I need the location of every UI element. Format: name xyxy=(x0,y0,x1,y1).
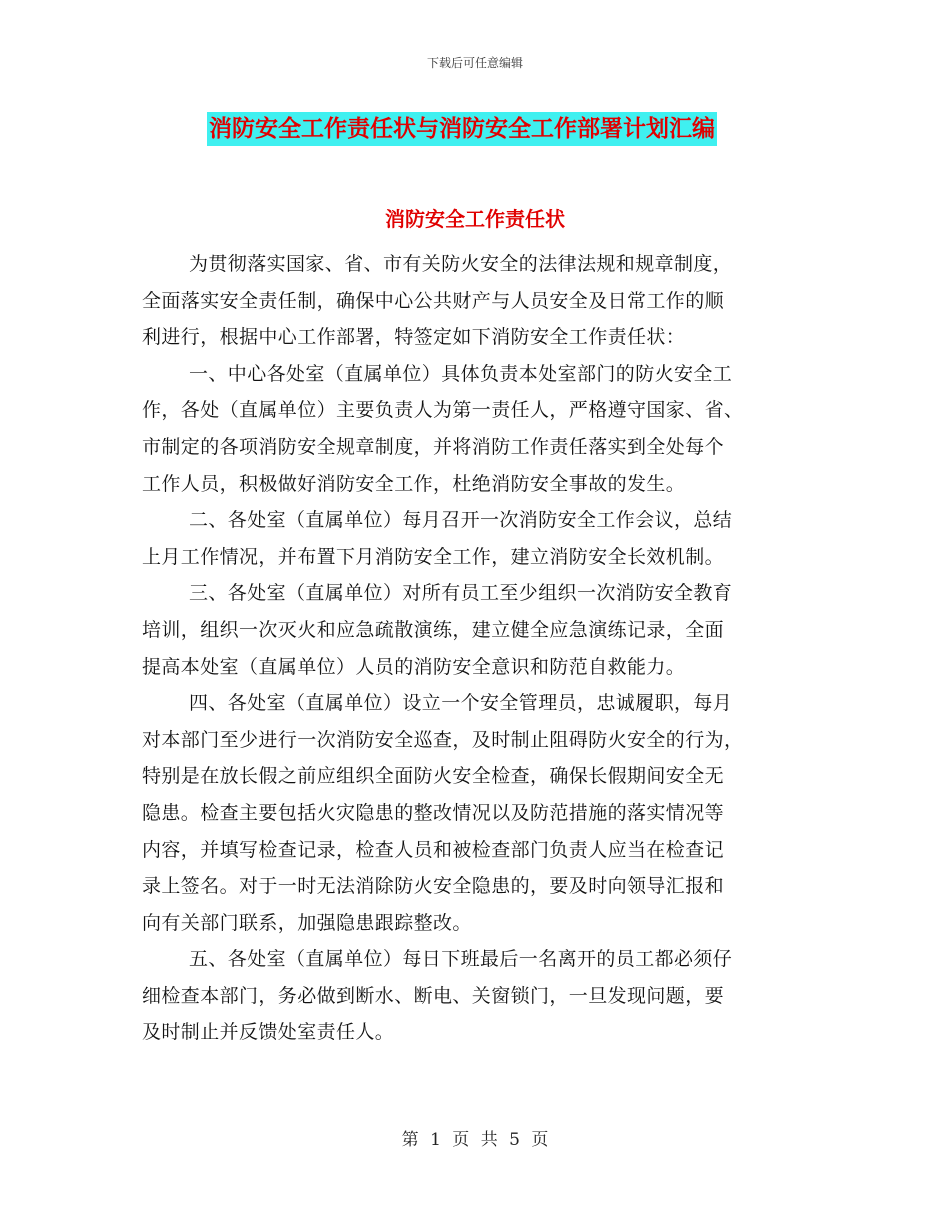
paragraph-item-1 xyxy=(142,356,807,502)
page-header-note: 下载后可任意编辑 xyxy=(426,56,523,70)
text-line: 五、各处室（直属单位）每日下班最后一名离开的员工都必须仔 xyxy=(189,948,733,971)
paragraph-item-5 xyxy=(142,941,807,1051)
paragraph-item-2 xyxy=(142,502,807,575)
document-main-title: 消防安全工作责任状与消防安全工作部署计划汇编 xyxy=(207,112,717,146)
page-number-footer: 第 1 页 共 5 页 xyxy=(401,1130,549,1150)
text-line: 提高本处室（直属单位）人员的消防安全意识和防范自救能力。 xyxy=(142,655,686,678)
text-line: 内容，并填写检查记录，检查人员和被检查部门负责人应当在检查记 xyxy=(142,838,725,861)
text-line: 培训，组织一次灭火和应急疏散演练，建立健全应急演练记录，全面 xyxy=(142,618,725,641)
text-line: 对本部门至少进行一次消防安全巡查，及时制止阻碍防火安全的行为， xyxy=(142,728,744,751)
text-line: 全面落实安全责任制，确保中心公共财产与人员安全及日常工作的顺 xyxy=(142,289,725,312)
paragraph-item-4 xyxy=(142,685,807,941)
text-line: 上月工作情况，并布置下月消防安全工作，建立消防安全长效机制。 xyxy=(142,545,725,568)
paragraph-item-3 xyxy=(142,575,807,685)
text-line: 为贯彻落实国家、省、市有关防火安全的法律法规和规章制度， xyxy=(189,253,733,275)
document-body xyxy=(142,246,807,1051)
text-line: 及时制止并反馈处室责任人。 xyxy=(142,1021,395,1044)
text-line: 向有关部门联系，加强隐患跟踪整改。 xyxy=(142,911,472,934)
text-line: 工作人员，积极做好消防安全工作，杜绝消防安全事故的发生。 xyxy=(142,472,686,495)
text-line: 特别是在放长假之前应组织全面防火安全检查，确保长假期间安全无 xyxy=(142,765,725,788)
paragraph-intro xyxy=(142,246,807,356)
text-line: 二、各处室（直属单位）每月召开一次消防安全工作会议，总结 xyxy=(189,509,733,532)
text-line: 作，各处（直属单位）主要负责人为第一责任人，严格遵守国家、省、 xyxy=(142,399,744,422)
text-line: 三、各处室（直属单位）对所有员工至少组织一次消防安全教育 xyxy=(189,582,733,605)
text-line: 市制定的各项消防安全规章制度，并将消防工作责任落实到全处每个 xyxy=(142,435,725,458)
text-line: 录上签名。对于一时无法消除防火安全隐患的，要及时向领导汇报和 xyxy=(142,875,725,898)
text-line: 隐患。检查主要包括火灾隐患的整改情况以及防范措施的落实情况等 xyxy=(142,801,725,824)
text-line: 一、中心各处室（直属单位）具体负责本处室部门的防火安全工 xyxy=(189,362,733,385)
document-section-title: 消防安全工作责任状 xyxy=(385,207,565,231)
text-line: 利进行，根据中心工作部署，特签定如下消防安全工作责任状： xyxy=(142,326,686,349)
text-line: 四、各处室（直属单位）设立一个安全管理员，忠诚履职，每月 xyxy=(189,692,733,715)
text-line: 细检查本部门，务必做到断水、断电、关窗锁门，一旦发现问题，要 xyxy=(142,984,725,1007)
